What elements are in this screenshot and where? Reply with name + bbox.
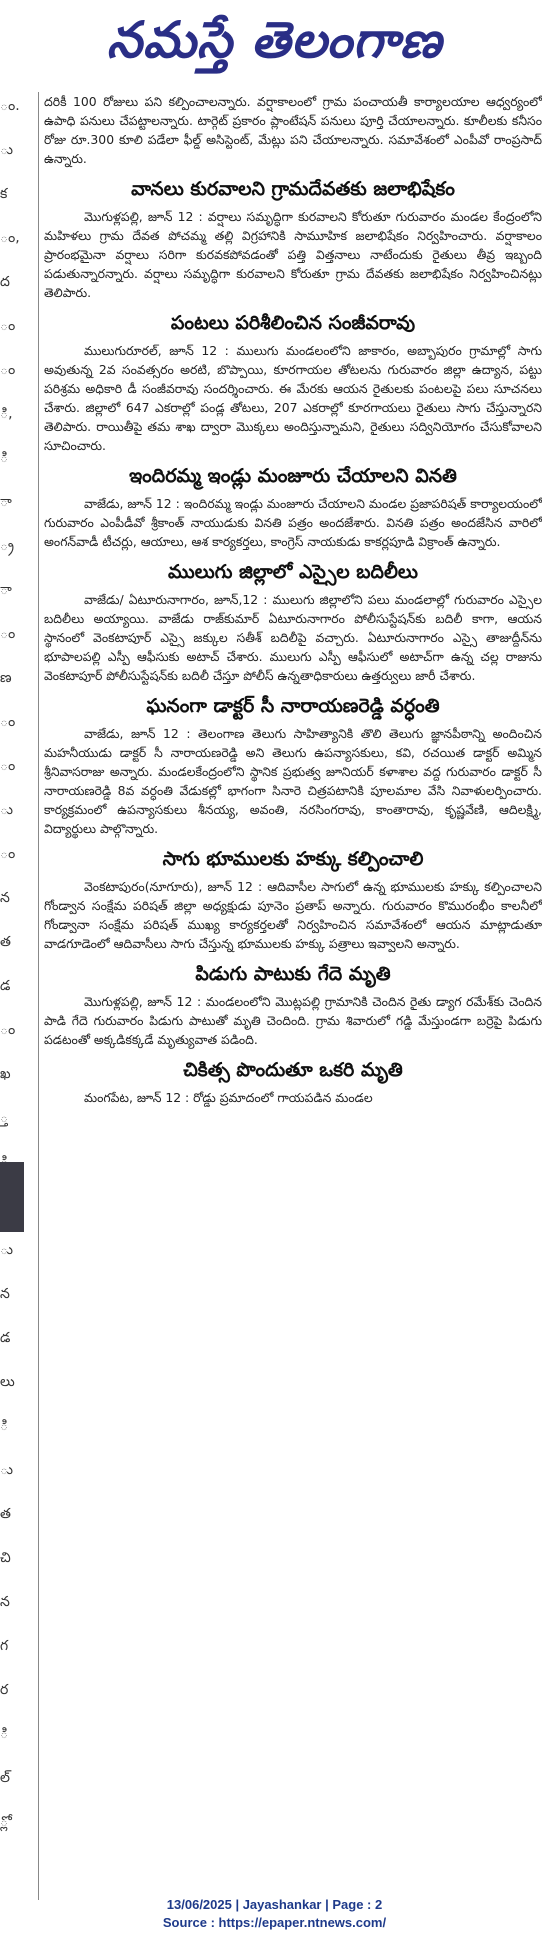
article-text: ములుగు జిల్లాలోని పలు మండలాల్లో గురువారం ఎస్సైల బదిలీలు అయ్యాయి. వాజేడు రాజ్‌కుమార్ ఏటూరునాగారం పోలీసుస్టేషన్‌కు బదిలీ కాగా, ఆయన స్థానంలో వెంకటాపూర్ ఎస్సై జక్కుల సతీశ్ బదిలీపై వచ్చారు. ఏటూరునాగారం ఎస్సై తాజుద్దీన్‌ను భూపాలపల్లి ఎస్పీ ఆఫీసుకు అటాచ్ చేశారు. ములుగు ఎస్పీ ఆఫీసులో అటాచ్‌గా ఉన్న చల్ల రాజును వెంకటాపూర్ పోలీసుస్టేషన్‌కు బదిలీ చేస్తూ పోలీస్ ఉన్నతాధికారులు ఉత్తర్వులు జారీ చేశారు. — [44, 592, 542, 683]
adjacent-column-fragment: న — [0, 1286, 10, 1302]
adjacent-column-fragment: త — [0, 1506, 11, 1522]
article-headline: పిడుగు పాటుకు గేదె మృతి — [195, 963, 391, 985]
adjacent-column-fragment: ు — [0, 1242, 13, 1258]
article-headline: చికిత్స పొందుతూ ఒకరి మృతి — [183, 1059, 403, 1081]
adjacent-column-fragment: ం — [0, 362, 16, 378]
adjacent-column-fragment: ు — [0, 1462, 13, 1478]
article-dateline: వెంకటాపురం(నూగూరు), జూన్ 12 : — [84, 879, 263, 894]
article-body — [44, 590, 542, 685]
page-footer — [0, 1896, 549, 1936]
article-text: ఇందిరమ్మ ఇండ్లు మంజూరు చేయాలని మండల ప్రజాపరిషత్ కార్యాలయంలో గురువారం ఎంపీడీవో శ్రీకాంత్ నాయుడుకు వినతి పత్రం అందజేశారు. వినతి పత్రం అందజేసిన వారిలో అంగన్‌వాడీ టీచర్లు, ఆయాలు, ఆశ కార్యకర్తలు, కాంగ్రెస్ నాయకుడు కాకర్లపూడి విక్రాంత్ ఉన్నారు. — [44, 496, 542, 549]
article-headline: సాగు భూములకు హక్కు కల్పించాలి — [162, 848, 424, 870]
adjacent-column-fragment: డ — [0, 1330, 11, 1346]
article-text: రోడ్డు ప్రమాదంలో గాయపడిన మండల — [189, 1090, 373, 1105]
adjacent-column-fragment: త — [0, 934, 11, 950]
news-article — [44, 557, 542, 685]
adjacent-column-fragment: డ — [0, 978, 11, 994]
adjacent-column-fragment: ణ — [0, 670, 12, 686]
article-dateline: వాజేడు/ ఏటూరునాగారం, జూన్,12 : — [84, 592, 268, 607]
article-body — [44, 877, 542, 953]
adjacent-column-fragment: ం — [0, 846, 16, 862]
adjacent-column-fragment: న — [0, 890, 10, 906]
article-text: తెలంగాణ తెలుగు సాహిత్యానికి తొలి తెలుగు జ్ఞానపీఠాన్ని అందించిన మహనీయుడు డాక్టర్ సీ నారాయణరెడ్డి అని తెలుగు ఉపన్యాసకులు, కవి, రచయిత డాక్టర్ అమ్మిన శ్రీనివాసరాజు అన్నారు. మండలకేంద్రంలోని స్థానిక ప్రభుత్వ జూనియర్ కళాశాల వద్ద గురువారం డాక్టర్ సీ నారాయణరెడ్డి 8వ వర్ధంతి వేడుకల్లో భాగంగా సినారె చిత్రపటానికి పూలమాల వేసి నివాళులర్పించారు. కార్యక్రమంలో ఉపన్యాసకులు శీనయ్య, అవంతి, నరసింగరావు, కాంతారావు, కృష్ణవేణి, ఆదిలక్ష్మి, విద్యార్థులు పాల్గొన్నారు. — [44, 726, 542, 836]
news-article — [44, 461, 542, 551]
article-text: ఆదివాసీల సాగులో ఉన్న భూములకు హక్కు కల్పించాలని గోండ్వాన సంక్షేమ పరిషత్ జిల్లా అధ్యక్షుడు పూనెం ప్రతాప్ అన్నారు. గురువారం కొమురంభీం కాలనీలో గోండ్వానా సంక్షేమ పరిషత్ ముఖ్య కార్యకర్తలతో నిర్వహించిన సమావేశంలో ఆయన మాట్లాడుతూ వాడగూడెంలో ఆదివాసీలు సాగు చేస్తున్న భూములకు హక్కు పత్రాలు ఇవ్వాలని అన్నారు. — [44, 879, 542, 951]
adjacent-column-fragment: క — [0, 186, 8, 202]
adjacent-column-fragment: ు — [0, 802, 13, 818]
adjacent-column-fragment: ం — [0, 758, 16, 774]
adjacent-column-fragment: ం, — [0, 230, 20, 246]
adjacent-column-fragment: ు — [0, 142, 13, 158]
news-article — [44, 92, 542, 168]
article-dateline: మంగపేట, జూన్ 12 : — [84, 1090, 190, 1105]
article-headline: ఇందిరమ్మ ఇండ్లు మంజూరు చేయాలని వినతి — [129, 465, 457, 487]
news-article — [44, 691, 542, 838]
masthead — [0, 0, 549, 92]
news-article — [44, 1055, 542, 1107]
article-text: మండలంలోని మొట్లపల్లి గ్రామానికి చెందిన రైతు డ్యాగ రమేశ్‌కు చెందిన పాడి గేదె గురువారం పిడుగు పాటుతో మృతి చెందింది. గ్రామ శివారులో గడ్డి మేస్తుండగా బర్రెపై పిడుగు పడటంతో అక్కడికక్కడే మృత్యువాత పడింది. — [44, 994, 542, 1047]
adjacent-column-fragment: ం — [0, 1022, 16, 1038]
adjacent-column-fragment: న — [0, 1594, 10, 1610]
adjacent-column-fragment: లు — [0, 1374, 15, 1390]
adjacent-column-fragment: ల్ — [0, 1770, 10, 1786]
news-article — [44, 844, 542, 953]
adjacent-column-fragment: ా — [0, 582, 12, 598]
article-headline: ఘనంగా డాక్టర్ సీ నారాయణరెడ్డి వర్ధంతి — [146, 695, 440, 717]
adjacent-column-fragment: ి, — [0, 406, 13, 422]
adjacent-column-fragment: ్ర — [0, 538, 14, 554]
adjacent-column-fragment: ి — [0, 1726, 9, 1742]
adjacent-column-fragment: ం — [0, 318, 16, 334]
source-link[interactable]: Source : https://epaper.ntnews.com/ — [162, 1915, 387, 1930]
article-headline: వానలు కురవాలని గ్రామదేవతకు జలాభిషేకం — [131, 178, 455, 200]
news-article — [44, 308, 542, 455]
adjacent-column-fragment: ా — [0, 494, 12, 510]
article-dateline: వాజేడు, జూన్ 12 : — [84, 726, 191, 741]
article-body — [44, 207, 542, 302]
article-dateline: మొగుళ్లపల్లి, జూన్ 12 : — [84, 994, 202, 1009]
article-body — [44, 494, 542, 551]
newspaper-logo: నమస్తే తెలంగాణ — [106, 10, 443, 69]
news-article — [44, 174, 542, 302]
article-body — [44, 1088, 542, 1107]
article-dateline: ములుగురూరల్, జూన్ 12 : — [84, 343, 229, 358]
article-text: దరికీ 100 రోజులు పని కల్పించాలన్నారు. వర్షాకాలంలో గ్రామ పంచాయతీ కార్యాలయాల ఆధ్వర్యంలో ఉపాధి పనులు చేపట్టాలన్నారు. టార్గెట్ ప్రకారం ప్లాంటేషన్ పనులు పూర్తి చేయాలన్నారు. కూలీలకు కనీసం రోజు రూ.300 కూలి పడేలా ఫీల్డ్ అసిస్టెంట్, మేట్లు పని చేయాలన్నారు. సమావేశంలో ఎంపీవో రాంప్రసాద్ ఉన్నారు. — [44, 94, 542, 166]
article-dateline: మొగుళ్లపల్లి, జూన్ 12 : — [84, 209, 203, 224]
article-body — [44, 92, 542, 168]
article-text: వర్షాలు సమృద్ధిగా కురవాలని కోరుతూ గురువారం మండల కేంద్రంలోని మహిళలు గ్రామ దేవత పోచమ్మ తల్లి విగ్రహానికి సామూహిక జలాభిషేకం నిర్వహించారు. వర్షాకాలం ప్రారంభమైనా వర్షాలు సరిగా కురవకపోవడంతో పత్తి విత్తనాలు నాటేందుకు రైతులు తీవ్ర ఇబ్బంది పడుతున్నారన్నారు. వర్షాలు సమృద్ధిగా కురవాలని కోరుతూ గ్రామ దేవతకు జలాభిషేకం నిర్వహించినట్లు తెలిపారు. — [44, 209, 542, 300]
adjacent-column-fragment: ర — [0, 1682, 9, 1698]
adjacent-column-fragment: ం — [0, 714, 16, 730]
adjacent-column-fragment: ్లో — [0, 1814, 9, 1830]
news-article — [44, 959, 542, 1049]
news-column — [44, 92, 542, 1892]
article-dateline: వాజేడు, జూన్ 12 : — [84, 496, 180, 511]
article-body — [44, 992, 542, 1049]
adjacent-column-fragment: ి — [0, 450, 9, 466]
adjacent-photo — [0, 1162, 24, 1232]
article-headline: పంటలు పరిశీలించిన సంజీవరావు — [170, 312, 416, 334]
adjacent-column-fragment: ద — [0, 274, 10, 290]
adjacent-column-fragment: ఖ — [0, 1066, 11, 1082]
article-body — [44, 724, 542, 838]
article-text: ములుగు మండలంలోని జాకారం, అబ్బాపురం గ్రామాల్లో సాగు అవుతున్న 2వ సంవత్సరం అరటి, బొప్పాయి, కూరగాయల తోటలను గురువారం జిల్లా ఉద్యాన, పట్టు పరిశ్రమ అధికారి డీ సంజీవరావు సందర్శించారు. ఈ మేరకు ఆయన రైతులకు పంటలపై పలు సూచనలు చేశారు. జిల్లాలో 647 ఎకరాల్లో పండ్ల తోటలు, 207 ఎకరాల్లో కూరగాయలు రైతులు సాగు చేస్తున్నారని తెలిపారు. రాయితీపై తమ శాఖ ద్వారా మొక్కలు అందిస్తున్నామని, రైతులు సద్వినియోగం చేసుకోవాలని సూచించారు. — [44, 343, 542, 453]
adjacent-column-fragment: ం. — [0, 98, 20, 114]
adjacent-column-fragment: గ — [0, 1638, 9, 1654]
adjacent-column-fragment: చి — [0, 1550, 11, 1566]
adjacent-column-fragment: ం — [0, 626, 16, 642]
edition-info: 13/06/2025 | Jayashankar | Page : 2 — [166, 1897, 383, 1912]
adjacent-column-fragment: ్త — [0, 1110, 9, 1126]
adjacent-column-fragment: ి — [0, 1418, 9, 1434]
article-headline: ములుగు జిల్లాలో ఎస్సైల బదిలీలు — [168, 561, 418, 583]
article-body — [44, 341, 542, 455]
adjacent-column-fragments — [0, 92, 39, 1900]
